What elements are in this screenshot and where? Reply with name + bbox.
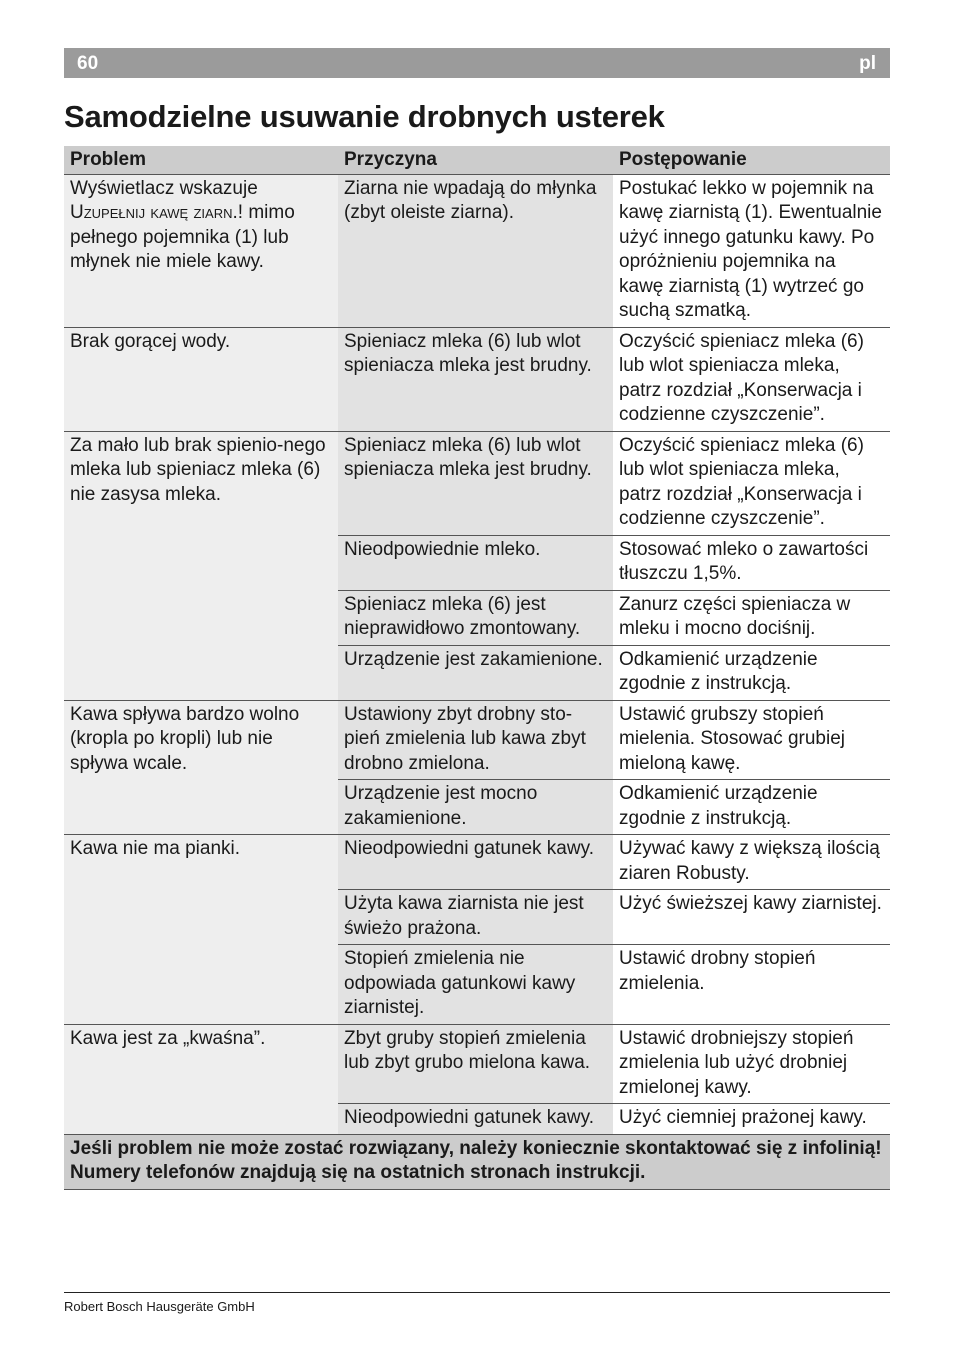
page-number: 60: [77, 53, 99, 74]
action-cell: Używać kawy z większą ilością ziaren Robusty.: [613, 835, 890, 890]
table-header-row: [64, 146, 890, 174]
table-row: [64, 174, 890, 327]
problem-cell: Kawa jest za „kwaśna”.: [64, 1024, 338, 1134]
display-message: Uzupełnij kawę ziarn.!: [70, 202, 244, 223]
table-row: [64, 431, 890, 535]
column-header-cause: Przyczyna: [338, 146, 613, 174]
cause-cell: Urządzenie jest mocno zakamienione.: [338, 780, 613, 835]
contact-note: Jeśli problem nie może zostać rozwiązany, należy koniecznie skontaktować się z infolinią! Numery telefonów znajdują się na ostatnich stronach instrukcji.: [64, 1134, 890, 1189]
action-cell: Stosować mleko o zawartości tłuszczu 1,5%.: [613, 535, 890, 590]
cause-cell: Spieniacz mleka (6) lub wlot spieniacza mleka jest brudny.: [338, 327, 613, 431]
table-row: [64, 1024, 890, 1104]
column-header-action: Postępowanie: [613, 146, 890, 174]
page-header-bar: [64, 48, 890, 78]
cause-cell: Ustawiony zbyt drobny sto-pień zmielenia lub kawa zbyt drobno zmielona.: [338, 700, 613, 780]
action-cell: Odkamienić urządzenie zgodnie z instrukcją.: [613, 645, 890, 700]
table-row: [64, 700, 890, 780]
problem-cell: Za mało lub brak spienio-nego mleka lub spieniacz mleka (6) nie zasysa mleka.: [64, 431, 338, 700]
action-cell: Ustawić drobniejszy stopień zmielenia lub użyć drobniej zmielonej kawy.: [613, 1024, 890, 1104]
footer-divider: [64, 1292, 890, 1293]
cause-cell: Spieniacz mleka (6) lub wlot spieniacza mleka jest brudny.: [338, 431, 613, 535]
action-cell: Oczyścić spieniacz mleka (6) lub wlot spieniacza mleka, patrz rozdział „Konserwacja i codzienne czyszczenie”.: [613, 431, 890, 535]
action-cell: Odkamienić urządzenie zgodnie z instrukcją.: [613, 780, 890, 835]
cause-cell: Spieniacz mleka (6) jest nieprawidłowo zmontowany.: [338, 590, 613, 645]
action-cell: Ustawić grubszy stopień mielenia. Stosować grubiej mieloną kawę.: [613, 700, 890, 780]
table-footer-row: [64, 1134, 890, 1189]
column-header-problem: Problem: [64, 146, 338, 174]
troubleshooting-table: [64, 146, 890, 1190]
language-code: pl: [859, 53, 876, 74]
action-cell: Postukać lekko w pojemnik na kawę ziarnistą (1). Ewentualnie użyć innego gatunku kawy. Po opróżnieniu pojemnika na kawę ziarnistą (1) wytrzeć go suchą szmatką.: [613, 174, 890, 327]
action-cell: Użyć ciemniej prażonej kawy.: [613, 1104, 890, 1135]
action-cell: Ustawić drobny stopień zmielenia.: [613, 945, 890, 1025]
cause-cell: Stopień zmielenia nie odpowiada gatunkowi kawy ziarnistej.: [338, 945, 613, 1025]
problem-text: Wyświetlacz wskazuje: [70, 177, 258, 199]
problem-text: mimo pełnego pojemnika (1) lub młynek nie miele kawy.: [70, 202, 295, 272]
cause-cell: Nieodpowiednie mleko.: [338, 535, 613, 590]
cause-cell: Ziarna nie wpadają do młynka (zbyt oleiste ziarna).: [338, 174, 613, 327]
page-title: Samodzielne usuwanie drobnych usterek: [64, 99, 665, 134]
cause-cell: Nieodpowiedni gatunek kawy.: [338, 1104, 613, 1135]
cause-cell: Urządzenie jest zakamienione.: [338, 645, 613, 700]
cause-cell: Nieodpowiedni gatunek kawy.: [338, 835, 613, 890]
problem-cell: Brak gorącej wody.: [64, 327, 338, 431]
problem-cell: [64, 174, 338, 327]
action-cell: Oczyścić spieniacz mleka (6) lub wlot spieniacza mleka, patrz rozdział „Konserwacja i codzienne czyszczenie”.: [613, 327, 890, 431]
table-row: [64, 327, 890, 431]
action-cell: Zanurz części spieniacza w mleku i mocno dociśnij.: [613, 590, 890, 645]
cause-cell: Zbyt gruby stopień zmielenia lub zbyt grubo mielona kawa.: [338, 1024, 613, 1104]
problem-cell: Kawa nie ma pianki.: [64, 835, 338, 1025]
table-row: [64, 835, 890, 890]
problem-cell: Kawa spływa bardzo wolno (kropla po kropli) lub nie spływa wcale.: [64, 700, 338, 835]
footer-company: Robert Bosch Hausgeräte GmbH: [64, 1299, 255, 1314]
cause-cell: Użyta kawa ziarnista nie jest świeżo prażona.: [338, 890, 613, 945]
action-cell: Użyć świeższej kawy ziarnistej.: [613, 890, 890, 945]
